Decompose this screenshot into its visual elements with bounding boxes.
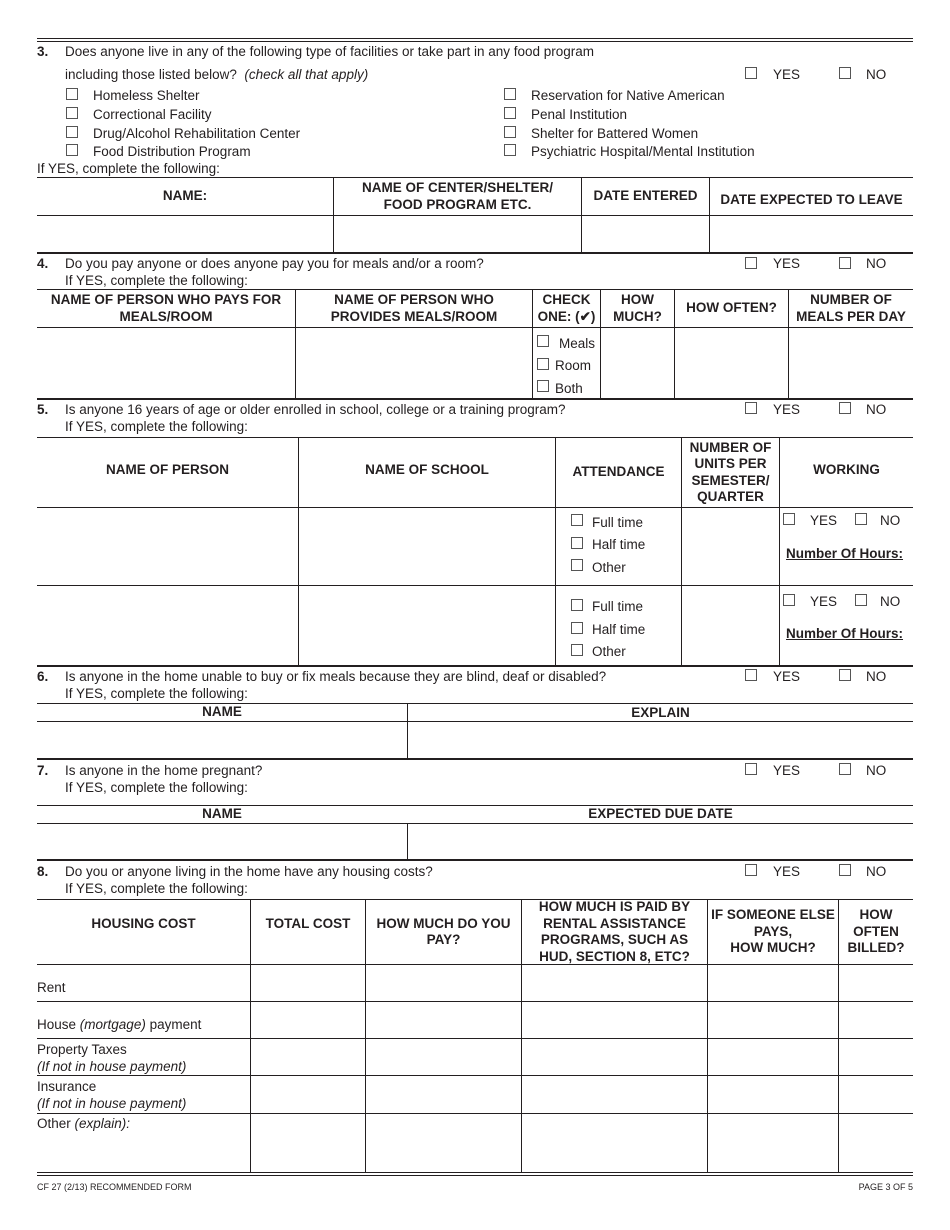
column-header: NUMBER OF UNITS PER SEMESTER/ QUARTER (689, 439, 772, 504)
question-number: 6. (37, 669, 49, 684)
yes-checkbox[interactable] (745, 402, 757, 414)
row-label-text: payment (149, 1017, 202, 1032)
attendance-option: Other (592, 560, 626, 575)
full-time-checkbox[interactable] (571, 599, 583, 611)
table-rule (37, 1001, 913, 1002)
row-label-rent: Rent (37, 980, 66, 995)
table-rule (37, 1075, 913, 1076)
question-text: Is anyone 16 years of age or older enrolled in school, college or a training program? (65, 402, 566, 417)
question-text (65, 66, 368, 83)
check-option-label: Both (555, 381, 583, 396)
if-yes-instruction: If YES, complete the following: (37, 161, 220, 176)
column-header: NAME OF PERSON WHO PAYS FOR MEALS/ROOM (50, 292, 282, 324)
facility-option: Food Distribution Program (93, 144, 251, 159)
column-header: NUMBER OF MEALS PER DAY (796, 292, 906, 324)
row-label-property-taxes: Property Taxes (37, 1042, 127, 1057)
facility-option: Reservation for Native American (531, 88, 725, 103)
row-label-house (37, 1016, 201, 1033)
question-text: Do you pay anyone or does anyone pay you for meals and/or a room? (65, 256, 484, 271)
facility-checkbox[interactable] (66, 107, 78, 119)
column-header: HOW MUCH IS PAID BY RENTAL ASSISTANCE PROGRAMS, SUCH AS HUD, SECTION 8, ETC? (538, 899, 691, 964)
yes-checkbox[interactable] (745, 669, 757, 681)
hours-label: Number Of Hours: (786, 546, 904, 561)
column-header: DATE EXPECTED TO LEAVE (720, 192, 903, 208)
table-rule (37, 507, 913, 508)
column-header: NAME OF SCHOOL (365, 461, 489, 477)
question-text: Does anyone live in any of the following type of facilities or take part in any food program (65, 44, 595, 59)
half-time-checkbox[interactable] (571, 622, 583, 634)
attendance-option: Full time (592, 599, 644, 614)
question-text: Is anyone in the home pregnant? (65, 763, 263, 778)
row-label-note: (If not in house payment) (37, 1096, 187, 1111)
facility-option: Drug/Alcohol Rehabilitation Center (93, 126, 301, 141)
yes-checkbox[interactable] (745, 257, 757, 269)
attendance-option: Half time (592, 622, 646, 637)
both-checkbox[interactable] (537, 380, 549, 392)
if-yes-instruction: If YES, complete the following: (65, 419, 248, 434)
no-label: NO (866, 669, 887, 684)
question-text: Is anyone in the home unable to buy or fix meals because they are blind, deaf or disabled? (65, 669, 607, 684)
no-checkbox[interactable] (839, 67, 851, 79)
facility-option: Homeless Shelter (93, 88, 200, 103)
table-rule (37, 665, 913, 667)
column-header: NAME OF PERSON (105, 461, 229, 477)
if-yes-instruction: If YES, complete the following: (65, 780, 248, 795)
column-header: ATTENDANCE (572, 463, 665, 479)
column-header: EXPECTED DUE DATE (588, 805, 733, 821)
column-header: NAME (202, 805, 242, 821)
column-header: HOW MUCH DO YOU PAY? (376, 915, 511, 947)
facility-checkbox[interactable] (504, 88, 516, 100)
other-checkbox[interactable] (571, 559, 583, 571)
table-rule (37, 398, 913, 400)
row-label-note: (mortgage) (79, 1017, 146, 1032)
facility-option: Psychiatric Hospital/Mental Institution (531, 144, 755, 159)
column-header: NAME: (162, 188, 208, 204)
if-yes-instruction: If YES, complete the following: (65, 273, 248, 288)
question-number: 7. (37, 763, 49, 778)
column-header: IF SOMEONE ELSE PAYS, HOW MUCH? (711, 907, 835, 956)
check-option-label: Room (555, 358, 592, 373)
half-time-checkbox[interactable] (571, 537, 583, 549)
table-rule (37, 859, 913, 861)
table-rule (37, 1038, 913, 1039)
column-header: HOW MUCH? (613, 292, 662, 324)
table-rule (37, 1113, 913, 1114)
working-no-label: NO (880, 513, 901, 528)
top-rule (37, 41, 913, 42)
column-header: HOUSING COST (91, 915, 196, 931)
table-rule (37, 823, 913, 824)
facility-checkbox[interactable] (66, 126, 78, 138)
column-header: HOW OFTEN? (686, 300, 777, 316)
column-header: CHECK ONE: (✔) (537, 292, 596, 324)
row-label-insurance: Insurance (37, 1079, 97, 1094)
facility-checkbox[interactable] (504, 144, 516, 156)
question-note: (check all that apply) (244, 67, 369, 82)
working-no-label: NO (880, 594, 901, 609)
form-id: CF 27 (2/13) RECOMMENDED FORM (37, 1182, 192, 1192)
hours-label: Number Of Hours: (786, 626, 904, 641)
question-number: 8. (37, 864, 49, 879)
check-option-label: Meals (559, 336, 596, 351)
yes-checkbox[interactable] (745, 763, 757, 775)
meals-checkbox[interactable] (537, 335, 549, 347)
no-checkbox[interactable] (839, 864, 851, 876)
column-header: WORKING (813, 461, 880, 477)
yes-label: YES (773, 864, 801, 879)
facility-option: Shelter for Battered Women (531, 126, 699, 141)
no-checkbox[interactable] (839, 669, 851, 681)
table-rule (37, 964, 913, 965)
row-label-note: (explain): (74, 1116, 131, 1131)
if-yes-instruction: If YES, complete the following: (65, 881, 248, 896)
if-yes-instruction: If YES, complete the following: (65, 686, 248, 701)
table-rule (37, 252, 913, 254)
top-rule (37, 38, 913, 39)
no-label: NO (866, 763, 887, 778)
table-rule (37, 758, 913, 760)
room-checkbox[interactable] (537, 358, 549, 370)
table-rule (37, 585, 913, 586)
table-rule (37, 1175, 913, 1176)
working-yes-checkbox[interactable] (783, 594, 795, 606)
column-header: DATE ENTERED (593, 188, 698, 204)
working-yes-checkbox[interactable] (783, 513, 795, 525)
facility-option: Correctional Facility (93, 107, 212, 122)
no-label: NO (866, 402, 887, 417)
working-yes-label: YES (810, 594, 838, 609)
yes-checkbox[interactable] (745, 864, 757, 876)
facility-checkbox[interactable] (504, 107, 516, 119)
yes-label: YES (773, 763, 801, 778)
column-header: TOTAL COST (265, 915, 351, 931)
working-no-checkbox[interactable] (855, 513, 867, 525)
facility-checkbox[interactable] (66, 144, 78, 156)
attendance-option: Other (592, 644, 626, 659)
table-divider (407, 823, 408, 860)
working-no-checkbox[interactable] (855, 594, 867, 606)
row-label-text: Other (37, 1116, 71, 1131)
question-text-main: including those listed below? (65, 67, 237, 82)
column-header: NAME OF CENTER/SHELTER/ FOOD PROGRAM ETC. (361, 180, 553, 212)
no-label: NO (866, 864, 887, 879)
attendance-option: Half time (592, 537, 646, 552)
question-text: Do you or anyone living in the home have any housing costs? (65, 864, 433, 879)
column-header: NAME (202, 703, 242, 719)
attendance-option: Full time (592, 515, 644, 530)
row-label-text: House (37, 1017, 77, 1032)
column-header: HOW OFTEN BILLED? (847, 907, 905, 956)
no-checkbox[interactable] (839, 763, 851, 775)
question-number: 3. (37, 44, 49, 59)
yes-checkbox[interactable] (745, 67, 757, 79)
column-header: NAME OF PERSON WHO PROVIDES MEALS/ROOM (330, 292, 498, 324)
row-label-note: (If not in house payment) (37, 1059, 187, 1074)
yes-label: YES (773, 402, 801, 417)
question-number: 5. (37, 402, 49, 417)
yes-label: YES (773, 256, 801, 271)
facility-checkbox[interactable] (504, 126, 516, 138)
no-checkbox[interactable] (839, 257, 851, 269)
other-checkbox[interactable] (571, 644, 583, 656)
no-label: NO (866, 256, 887, 271)
no-label: NO (866, 67, 887, 82)
page-number: PAGE 3 OF 5 (858, 1182, 913, 1192)
table-rule (37, 1172, 913, 1173)
facility-option: Penal Institution (531, 107, 628, 122)
yes-label: YES (773, 669, 801, 684)
working-yes-label: YES (810, 513, 838, 528)
full-time-checkbox[interactable] (571, 514, 583, 526)
facility-checkbox[interactable] (66, 88, 78, 100)
column-header: EXPLAIN (631, 704, 690, 720)
row-label-other (37, 1115, 130, 1132)
table-rule (37, 327, 913, 328)
yes-label: YES (773, 67, 801, 82)
question-number: 4. (37, 256, 49, 271)
no-checkbox[interactable] (839, 402, 851, 414)
